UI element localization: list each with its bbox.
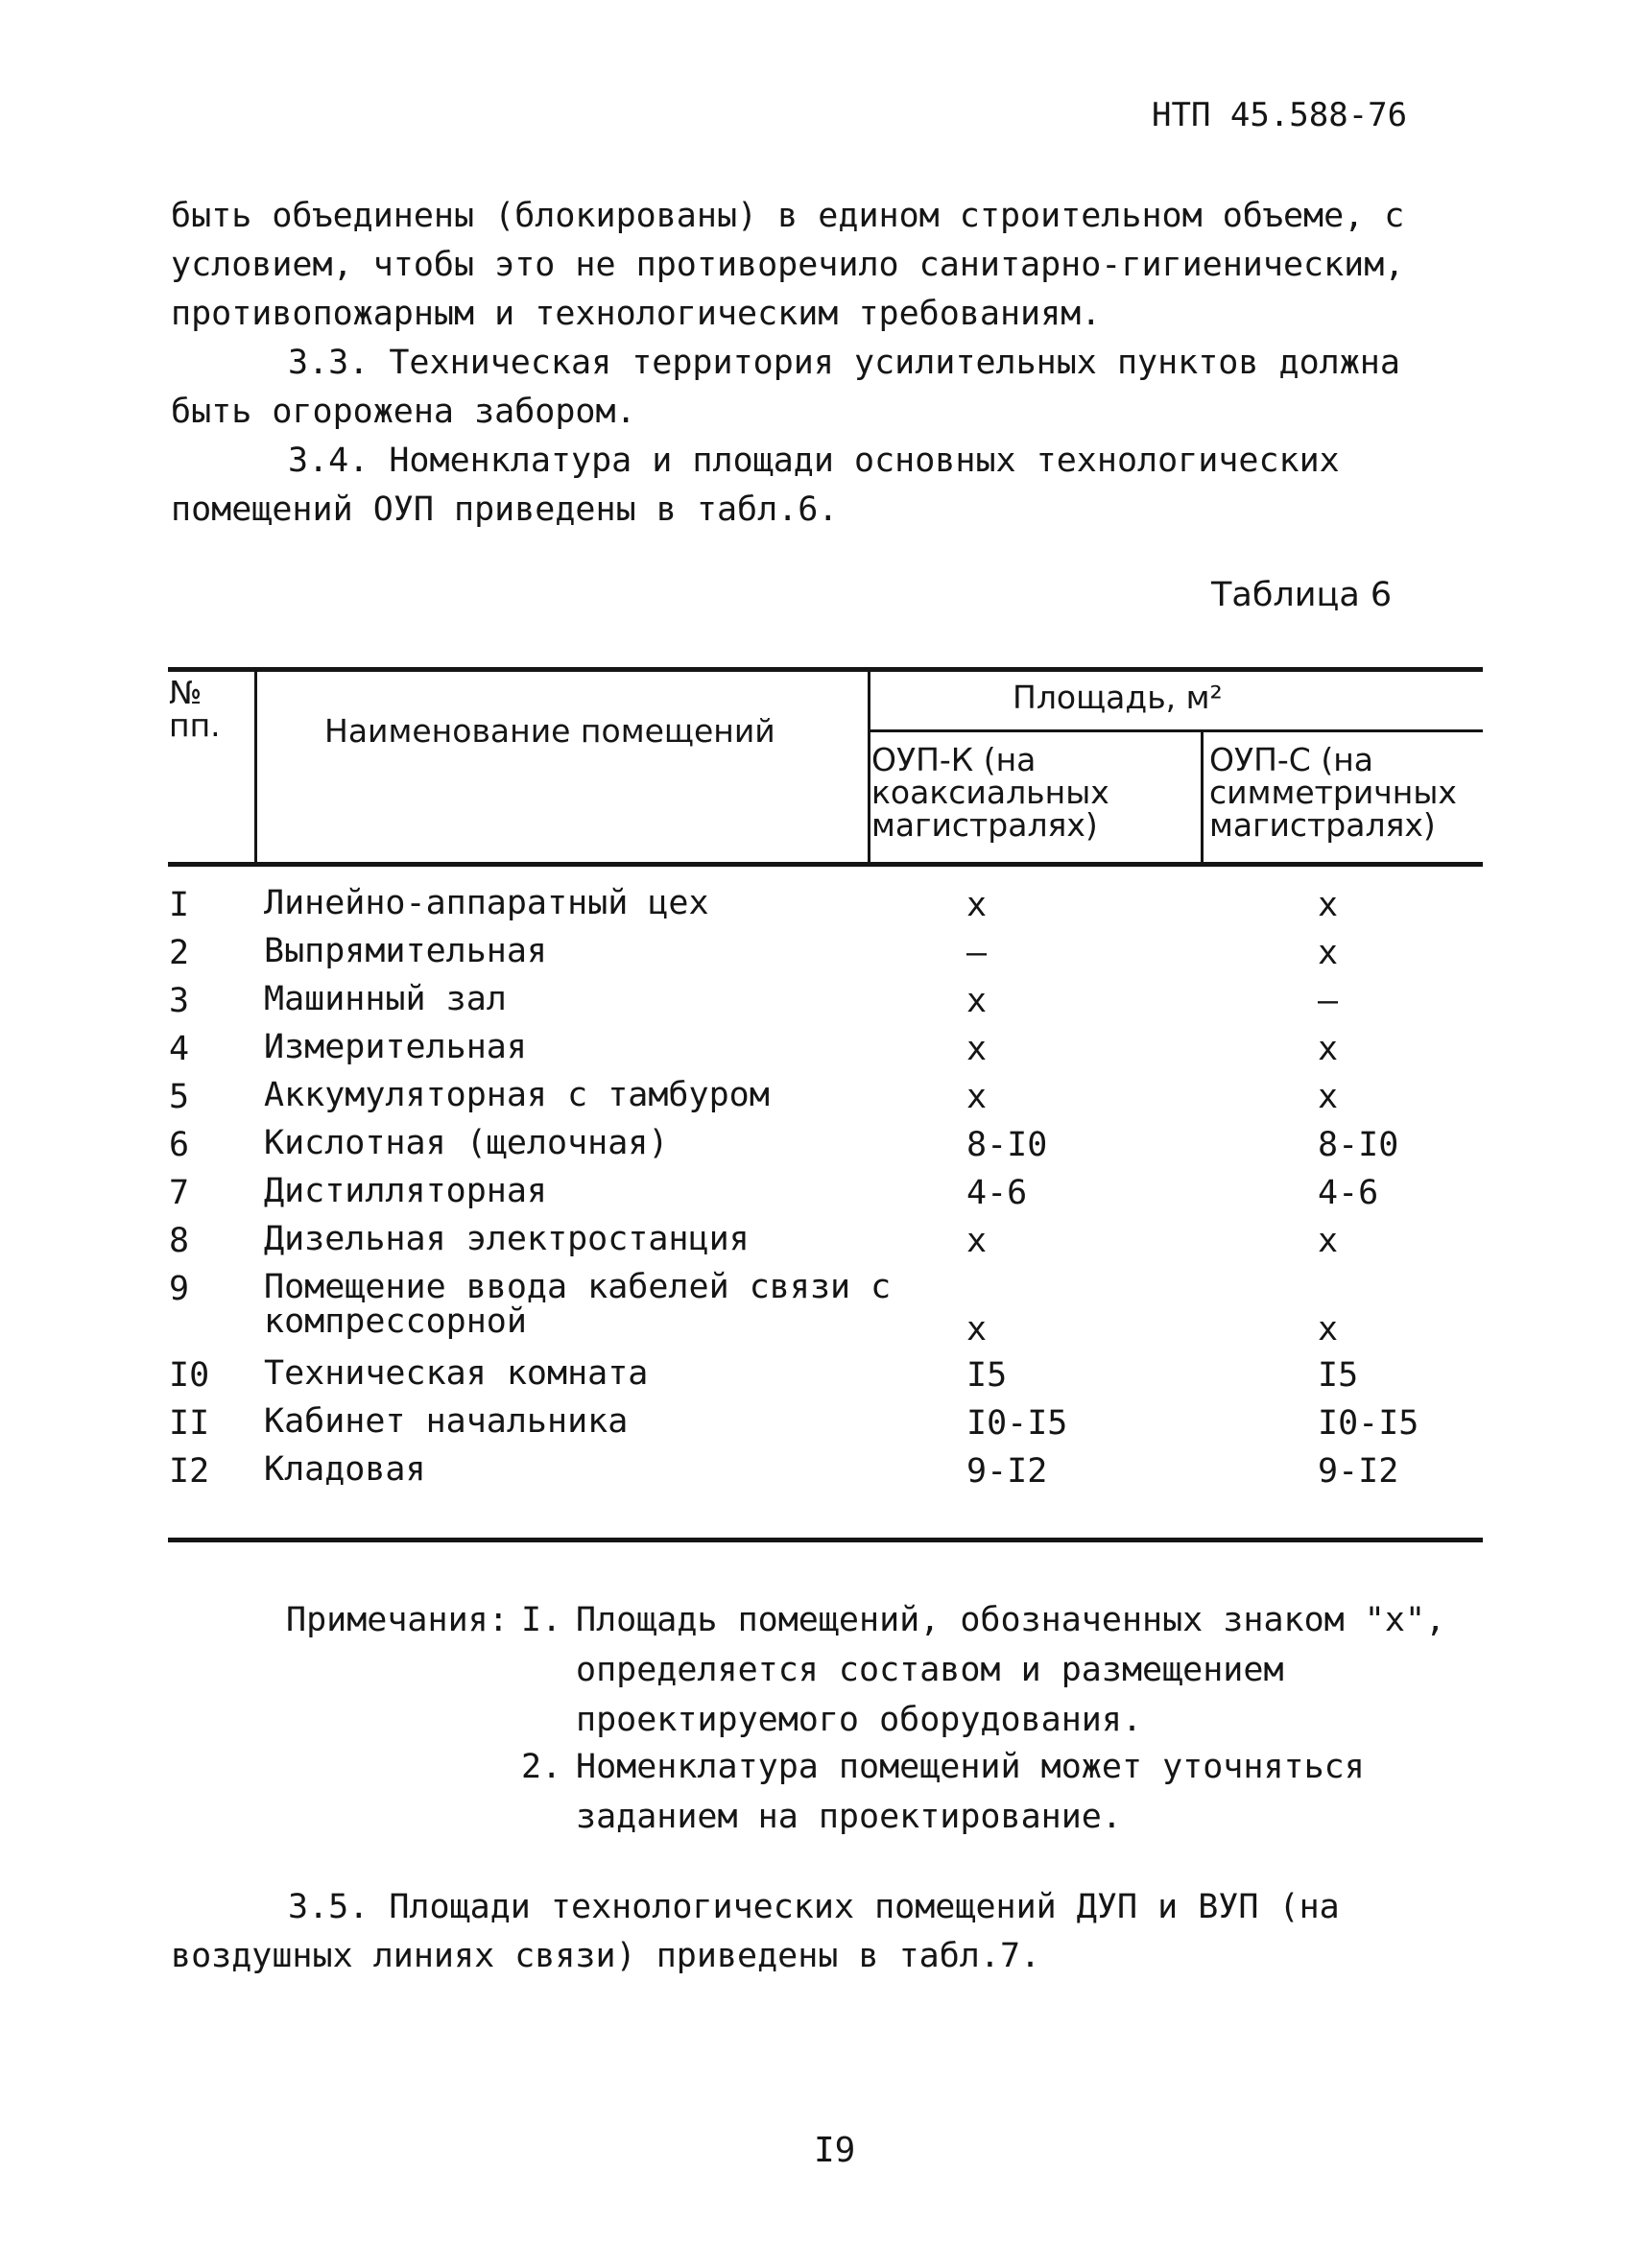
room-name: Аккумуляторная с тамбуром	[264, 1076, 770, 1114]
area-header-rule	[869, 729, 1483, 732]
area-oup-s: I0-I5	[1318, 1404, 1419, 1443]
area-oup-k: х	[966, 886, 988, 924]
area-oup-k: 9-I2	[966, 1452, 1048, 1491]
area-oup-k: I5	[966, 1356, 1008, 1395]
col-divider-2	[868, 670, 870, 865]
header-area: Площадь, м²	[1013, 679, 1223, 716]
area-oup-k: х	[966, 1310, 988, 1349]
area-oup-s: –	[1318, 982, 1339, 1020]
room-name: Кислотная (щелочная)	[264, 1124, 669, 1162]
area-oup-k: х	[966, 1222, 988, 1260]
table-bottom-rule	[168, 1538, 1483, 1542]
row-number: II	[169, 1404, 210, 1443]
row-number: I	[169, 886, 190, 924]
row-number: 7	[169, 1174, 190, 1212]
row-number: 8	[169, 1222, 190, 1260]
area-oup-k: I0-I5	[966, 1404, 1068, 1443]
room-name: Выпрямительная	[264, 932, 548, 970]
row-number: I0	[169, 1356, 210, 1395]
paragraph-3-5: 3.5. Площади технологических помещений ДУП и ВУП (на воздушных линиях связи) приведены в табл.7.	[171, 1888, 1340, 1975]
room-name: Кладовая	[264, 1450, 426, 1489]
col-divider-1	[254, 670, 257, 865]
note-1-number: I.	[521, 1601, 562, 1639]
area-oup-k: 8-I0	[966, 1126, 1048, 1164]
table-top-rule	[168, 667, 1483, 672]
area-oup-k: х	[966, 1078, 988, 1116]
header-number: № пп.	[169, 674, 221, 744]
row-number: 6	[169, 1126, 190, 1164]
area-oup-k: 4-6	[966, 1174, 1028, 1212]
area-oup-s: 8-I0	[1318, 1126, 1399, 1164]
area-oup-s: I5	[1318, 1356, 1359, 1395]
notes-label: Примечания:	[286, 1601, 509, 1639]
area-oup-s: х	[1318, 1078, 1339, 1116]
note-2-number: 2.	[521, 1748, 562, 1786]
room-name: Техническая комната	[264, 1354, 649, 1393]
room-name: Помещение ввода кабелей связи с компрессорной	[264, 1268, 892, 1341]
paragraph-3-3: 3.3. Техническая территория усилительных пунктов должна быть огорожена забором.	[171, 344, 1400, 431]
paragraph-3-4: 3.4. Номенклатура и площади основных технологических помещений ОУП приведены в табл.6.	[171, 442, 1340, 529]
row-number: 4	[169, 1030, 190, 1068]
header-bottom-rule	[168, 862, 1483, 867]
room-name: Дизельная электростанция	[264, 1220, 750, 1258]
area-oup-s: 9-I2	[1318, 1452, 1399, 1491]
row-number: 9	[169, 1270, 190, 1308]
intro-text	[171, 192, 1500, 535]
row-number: 3	[169, 982, 190, 1020]
area-oup-k: х	[966, 1030, 988, 1068]
area-oup-s: х	[1318, 1030, 1339, 1068]
row-number: I2	[169, 1452, 210, 1491]
area-oup-s: 4-6	[1318, 1174, 1379, 1212]
area-oup-s: х	[1318, 1222, 1339, 1260]
room-name: Кабинет начальника	[264, 1402, 629, 1441]
col-divider-3	[1201, 732, 1204, 865]
note-2-text: Номенклатура помещений может уточняться заданием на проектирование.	[576, 1748, 1365, 1836]
area-oup-k: х	[966, 982, 988, 1020]
document-code: НТП 45.588-76	[1152, 96, 1408, 134]
room-name: Машинный зал	[264, 980, 507, 1018]
header-oup-s: ОУП-С (на симметричных магистралях)	[1209, 741, 1457, 844]
area-oup-s: х	[1318, 1310, 1339, 1349]
table-title: Таблица 6	[1211, 576, 1393, 614]
header-oup-k: ОУП-К (на коаксиальных магистралях)	[871, 741, 1109, 844]
room-name: Дистилляторная	[264, 1172, 548, 1210]
area-oup-s: х	[1318, 886, 1339, 924]
paragraph-continuation: быть объединены (блокированы) в едином строительном объеме, с условием, чтобы это не противоречило санитарно-гигиеническим, противопожарным и технологическим требованиям.	[171, 197, 1405, 333]
room-name: Измерительная	[264, 1028, 527, 1066]
note-1-text: Площадь помещений, обозначенных знаком "х", определяется составом и размещением проектируемого оборудования.	[576, 1601, 1446, 1739]
area-oup-k: –	[966, 934, 988, 972]
header-room-name: Наименование помещений	[324, 712, 775, 750]
row-number: 2	[169, 934, 190, 972]
page-number: I9	[814, 2131, 856, 2170]
room-name: Линейно-аппаратный цех	[264, 884, 709, 922]
row-number: 5	[169, 1078, 190, 1116]
area-oup-s: х	[1318, 934, 1339, 972]
